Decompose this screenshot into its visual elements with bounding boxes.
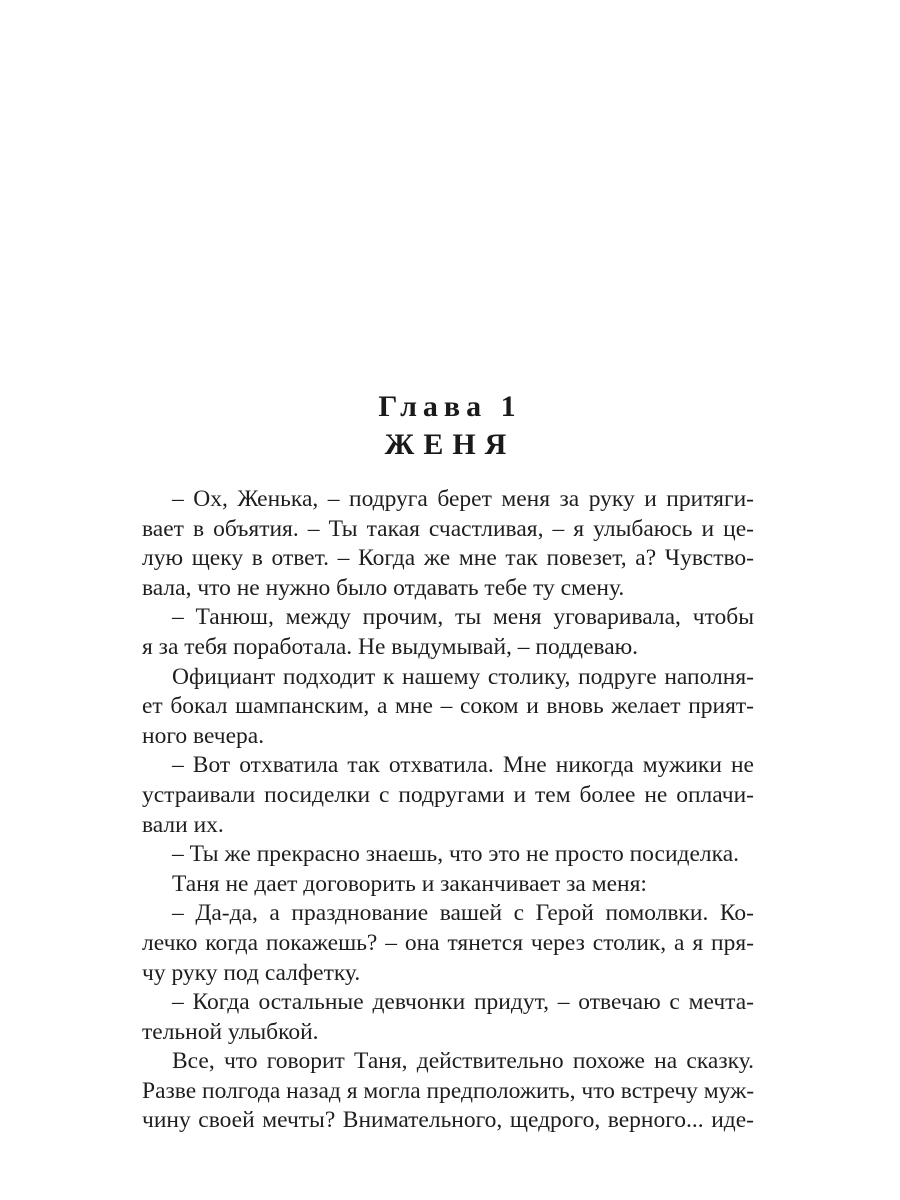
paragraph xyxy=(142,840,754,870)
text-line: ного вечера. xyxy=(142,722,265,749)
text-line: – Вот отхватила так отхватила. Мне никогда мужики не xyxy=(172,752,754,779)
paragraph xyxy=(142,751,754,840)
text-line: Официант подходит к нашему столику, подруге наполня- xyxy=(172,663,754,690)
text-line: – Да-да, а празднование вашей с Герой помолвки. Ко- xyxy=(172,900,754,927)
text-line: Таня не дает договорить и заканчивает за меня: xyxy=(172,870,647,897)
chapter-body-text xyxy=(142,485,754,1136)
paragraph xyxy=(142,603,754,662)
paragraph xyxy=(142,899,754,988)
text-line: чину своей мечты? Внимательного, щедрого, верного... иде- xyxy=(142,1107,754,1134)
text-line: Все, что говорит Таня, действительно похоже на сказку. xyxy=(172,1048,754,1075)
text-line: чу руку под салфетку. xyxy=(142,959,361,986)
paragraph xyxy=(142,988,754,1047)
text-line: ет бокал шампанским, а мне – соком и вновь желает прият- xyxy=(142,693,754,720)
text-line: устраивали посиделки с подругами и тем более не оплачи- xyxy=(142,781,754,808)
paragraph xyxy=(142,485,754,603)
text-line: Разве полгода назад я могла предположить, что встречу муж- xyxy=(142,1077,755,1104)
chapter-title: ЖЕНЯ xyxy=(384,428,516,461)
paragraph xyxy=(142,663,754,752)
text-line: – Танюш, между прочим, ты меня уговаривала, чтобы xyxy=(172,604,754,631)
paragraph xyxy=(142,870,754,900)
paragraph xyxy=(142,1047,754,1136)
text-line: вает в объятия. – Ты такая счастливая, – я улыбаюсь и це- xyxy=(142,515,754,542)
chapter-heading xyxy=(0,388,900,464)
text-line: – Ох, Женька, – подруга берет меня за руку и притяги- xyxy=(172,486,754,512)
chapter-number: Глава 1 xyxy=(378,390,522,423)
text-line: вала, что не нужно было отдавать тебе ту смену. xyxy=(142,574,625,601)
text-line: я за тебя поработала. Не выдумывай, – поддеваю. xyxy=(142,633,639,660)
text-line: вали их. xyxy=(142,811,224,838)
text-line: тельной улыбкой. xyxy=(142,1018,319,1045)
text-line: – Ты же прекрасно знаешь, что это не просто посиделка. xyxy=(172,841,740,868)
text-line: – Когда остальные девчонки придут, – отвечаю с мечта- xyxy=(172,989,754,1016)
text-line: лую щеку в ответ. – Когда же мне так повезет, а? Чувство- xyxy=(142,545,754,572)
text-line: лечко когда покажешь? – она тянется через столик, а я пря- xyxy=(142,929,754,956)
